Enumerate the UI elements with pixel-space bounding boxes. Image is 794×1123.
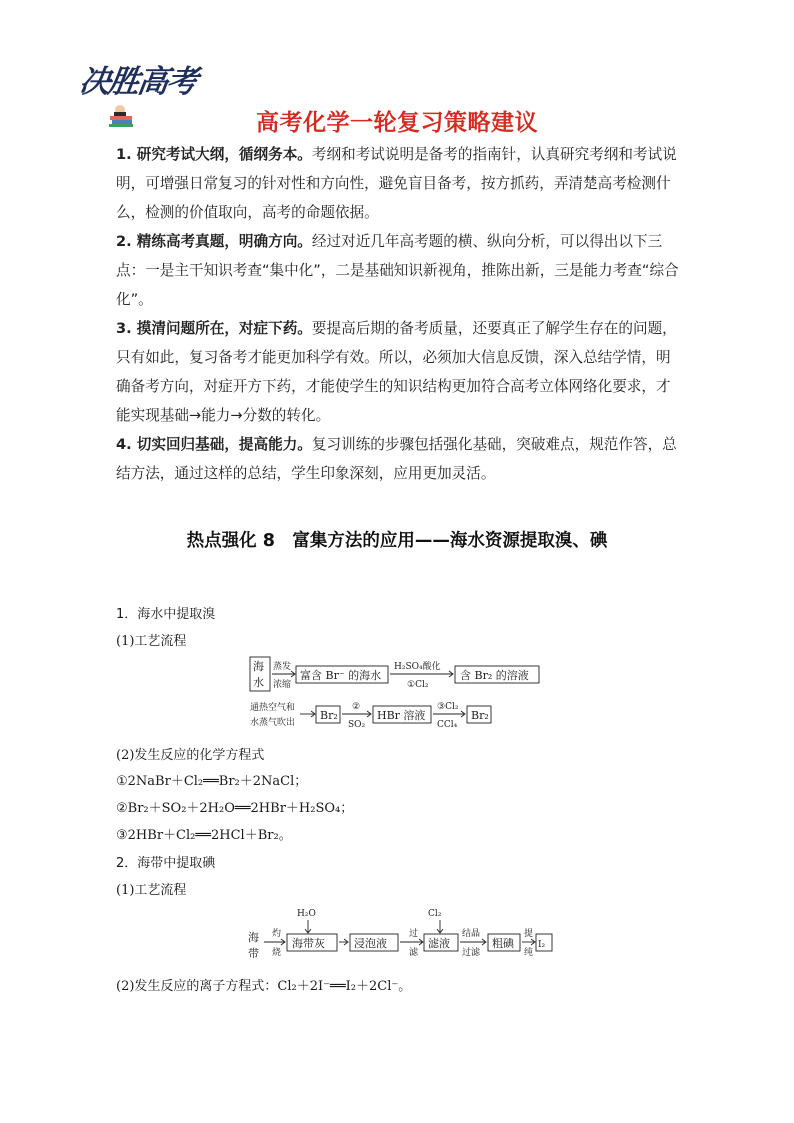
strategy-item: [116, 140, 680, 227]
flow-text: 带: [248, 947, 259, 960]
flow-text: 粗碘: [492, 937, 514, 950]
flow-op: 滤: [409, 948, 419, 958]
flow-text: 含 Br₂ 的溶液: [460, 669, 529, 682]
strategy-head: 4. 切实回归基础，提高能力。: [116, 436, 312, 453]
bromine-flow-diagram: [244, 655, 564, 731]
flow-text: 海带灰: [292, 937, 325, 950]
flow-text: 海: [248, 931, 259, 944]
strategy-section: [116, 140, 680, 488]
strategy-text: 复习训练的步骤包括强化基础，突破难点，规范作答，总结方法，通过这样的总结，学生印象深刻，应用更加灵活。: [116, 436, 677, 482]
flow-reagent: Cl₂: [428, 909, 442, 919]
flow-op: 提: [524, 929, 534, 939]
flow-op: 蒸发: [273, 662, 292, 672]
flow-op: 过滤: [462, 948, 481, 958]
page-title: 高考化学一轮复习策略建议: [256, 110, 538, 136]
iodine-flow-diagram: [244, 903, 554, 963]
strategy-head: 1. 研究考试大纲，循纲务本。: [116, 146, 312, 163]
strategy-head: 2. 精练高考真题，明确方向。: [116, 233, 312, 250]
part1-heading: 1．海水中提取溴: [116, 607, 216, 622]
flow-text: HBr 溶液: [377, 709, 426, 722]
flow-op: 结晶: [462, 929, 481, 939]
strategy-text: 考纲和考试说明是备考的指南针，认真研究考纲和考试说明，可增强日常复习的针对性和方向性，避免盲目备考，按方抓药，弄清楚高考检测什么，检测的价值取向，高考的命题依据。: [116, 146, 677, 221]
strategy-item: [116, 430, 680, 488]
flow-op: 通热空气和: [250, 703, 296, 713]
flow-text: 浸泡液: [354, 937, 387, 950]
flow-text: 水: [253, 676, 264, 689]
flow-text: 海: [253, 660, 264, 673]
flow-op: 过: [409, 929, 419, 939]
flow-text: Br₂: [320, 709, 338, 722]
part2-reaction: (2)发生反应的离子方程式：Cl₂＋2I⁻══I₂＋2Cl⁻。: [116, 979, 412, 994]
equation-3: ③2HBr＋Cl₂══2HCl＋Br₂。: [116, 828, 292, 843]
strategy-text: 经过对近几年高考题的横、纵向分析，可以得出以下三点：一是主干知识考查“集中化”，二是基础知识新视角，推陈出新，三是能力考查“综合化”。: [116, 233, 679, 308]
equation-2: ②Br₂＋SO₂＋2H₂O══2HBr＋H₂SO₄；: [116, 801, 354, 816]
flow-op: ③Cl₂: [437, 702, 459, 712]
flow-reagent: H₂O: [297, 909, 316, 919]
part1-reaction-label: (2)发生反应的化学方程式: [116, 748, 265, 763]
flow-op: SO₂: [348, 720, 366, 730]
strategy-head: 3. 摸清问题所在，对症下药。: [116, 320, 312, 337]
part1-flow-label: (1)工艺流程: [116, 634, 187, 649]
flow-op: ①Cl₂: [407, 680, 429, 690]
flow-text: 富含 Br⁻ 的海水: [300, 669, 382, 682]
flow-op: 浓缩: [273, 680, 292, 690]
flow-text: 滤液: [428, 937, 450, 950]
flow-op: 水蒸气吹出: [250, 718, 296, 728]
flow-text: I₂: [538, 940, 546, 950]
section-title: 热点强化 8 富集方法的应用——海水资源提取溴、碘: [186, 531, 608, 551]
flow-op: 灼: [272, 929, 282, 939]
flow-op: 纯: [524, 948, 534, 958]
flow-op: ②: [352, 702, 361, 712]
strategy-item: [116, 227, 680, 314]
part2-flow-label: (1)工艺流程: [116, 883, 187, 898]
logo-text: 决胜高考: [76, 64, 199, 100]
flow-op: H₂SO₄酸化: [394, 662, 441, 672]
flow-text: Br₂: [471, 709, 489, 722]
strategy-text: 要提高后期的备考质量，还要真正了解学生存在的问题，只有如此，复习备考才能更加科学有效。所以，必须加大信息反馈，深入总结学情，明确备考方向，对症开方下药，才能使学生的知识结构更加符合高考立体网络化要求，才能实现基础→能力→分数的转化。: [116, 320, 677, 424]
flow-op: 烧: [272, 948, 282, 958]
flow-op: CCl₄: [437, 720, 458, 730]
part2-heading: 2．海带中提取碘: [116, 856, 216, 871]
equation-1: ①2NaBr＋Cl₂══Br₂＋2NaCl；: [116, 774, 308, 789]
strategy-item: [116, 314, 680, 430]
